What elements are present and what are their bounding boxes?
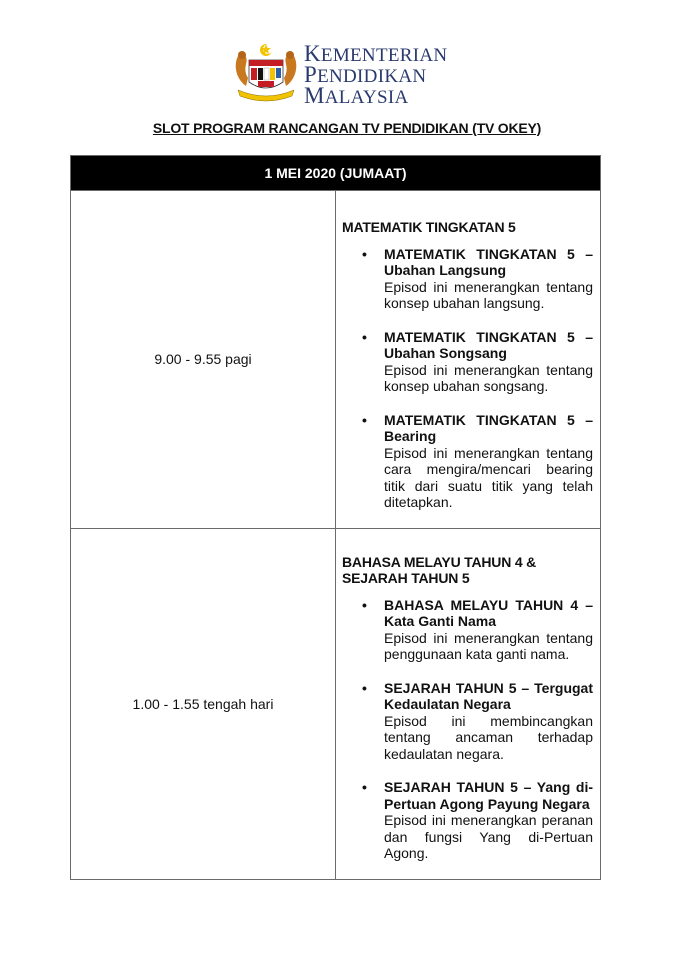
list-item	[342, 412, 593, 511]
ministry-name-line-3: MALAYSIA	[304, 83, 409, 108]
episode-description: Episod ini menerangkan peranan dan fungsi Yang di-Pertuan Agong.	[384, 812, 593, 861]
list-item	[342, 246, 593, 312]
episode-title: BAHASA MELAYU TAHUN 4 – Kata Ganti Nama	[384, 596, 593, 629]
bullet-icon: •	[362, 596, 367, 613]
episode-description: Episod ini menerangkan tentang penggunaan kata ganti nama.	[384, 629, 593, 662]
bullet-icon: •	[362, 328, 367, 345]
episode-title: SEJARAH TAHUN 5 – Tergugat Kedaulatan Negara	[384, 679, 593, 712]
episode-description: Episod ini menerangkan tentang konsep ubahan langsung.	[384, 278, 593, 311]
ministry-name	[304, 41, 448, 108]
coat-of-arms-icon	[232, 42, 300, 102]
table-row	[71, 191, 601, 529]
bullet-icon: •	[362, 679, 367, 696]
slot-content	[336, 528, 601, 879]
episode-title: MATEMATIK TINGKATAN 5 – Bearing	[384, 411, 593, 444]
ministry-name-line-2: PENDIDIKAN	[304, 62, 427, 87]
slot-subject: BAHASA MELAYU TAHUN 4 & SEJARAH TAHUN 5	[342, 553, 537, 586]
list-item	[342, 680, 593, 763]
schedule-table	[70, 155, 601, 880]
episode-title: MATEMATIK TINGKATAN 5 – Ubahan Langsung	[384, 245, 593, 278]
ministry-name-line-1: KEMENTERIAN	[304, 41, 448, 66]
slot-time: 9.00 - 9.55 pagi	[71, 191, 336, 529]
ministry-logo	[232, 41, 472, 108]
episode-title: MATEMATIK TINGKATAN 5 – Ubahan Songsang	[384, 328, 593, 361]
episode-description: Episod ini menerangkan tentang cara mengira/mencari bearing titik dari suatu titik yang telah ditetapkan.	[384, 444, 593, 510]
list-item	[342, 597, 593, 663]
slot-content	[336, 191, 601, 529]
episode-description: Episod ini membincangkan tentang ancaman terhadap kedaulatan negara.	[384, 712, 593, 762]
slot-subject: MATEMATIK TINGKATAN 5	[342, 219, 516, 235]
date-header: 1 MEI 2020 (JUMAAT)	[71, 156, 601, 191]
episode-list	[342, 246, 593, 511]
table-row	[71, 528, 601, 879]
bullet-icon: •	[362, 245, 367, 262]
episode-description: Episod ini menerangkan tentang konsep ubahan songsang.	[384, 361, 593, 394]
document-title: SLOT PROGRAM RANCANGAN TV PENDIDIKAN (TV OKEY)	[152, 120, 542, 136]
episode-title: SEJARAH TAHUN 5 – Yang di-Pertuan Agong Payung Negara	[384, 779, 593, 812]
list-item	[342, 779, 593, 862]
bullet-icon: •	[362, 779, 367, 795]
episode-list	[342, 597, 593, 862]
bullet-icon: •	[362, 411, 367, 428]
list-item	[342, 329, 593, 395]
slot-time: 1.00 - 1.55 tengah hari	[71, 528, 336, 879]
